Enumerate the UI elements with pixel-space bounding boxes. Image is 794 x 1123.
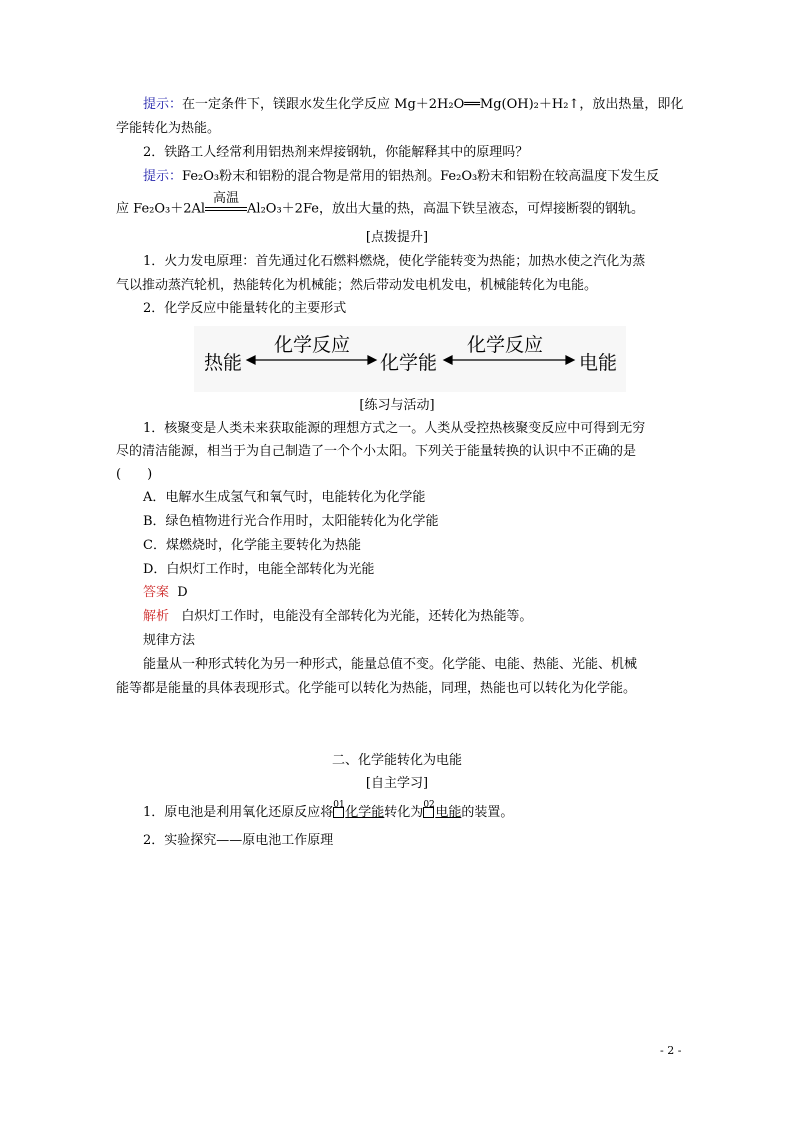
diagram-label-right: 化学反应 <box>467 334 544 356</box>
exercise-1-bracket: ( ) <box>116 467 153 482</box>
page-number: - 2 - <box>660 1044 682 1057</box>
option-a: A．电解水生成氢气和氧气时，电能转化为化学能 <box>143 490 426 505</box>
option-d: D．白炽灯工作时，电能全部转化为光能 <box>143 562 375 577</box>
study-1 <box>143 800 514 822</box>
diagram-arrows <box>194 326 626 392</box>
hint-label: 提示： <box>143 97 183 112</box>
exercise-1-cont: 尽的清洁能源，相当于为自己制造了一个个小太阳。下列关于能量转换的认识中不正确的是 <box>116 444 637 459</box>
reaction-condition <box>205 191 247 218</box>
study-1-text-c: 的装置。 <box>461 805 514 820</box>
section-2-title: 二、化学能转化为电能 <box>331 753 462 768</box>
option-c: C．煤燃烧时，化学能主要转化为热能 <box>143 538 361 553</box>
hint-2 <box>143 168 659 186</box>
blank-1-number: 01 <box>333 800 345 810</box>
diagram-node-chemical: 化学能 <box>380 352 438 374</box>
study-1-text-a: 1．原电池是利用氧化还原反应将 <box>143 805 334 820</box>
hint-1 <box>143 96 683 114</box>
hint-text: 在一定条件下，镁跟水发生化学反应 Mg＋2H₂O══Mg(OH)₂＋H₂↑，放出热量，即化 <box>182 97 684 112</box>
study-2: 2．实验探究——原电池工作原理 <box>143 833 334 848</box>
point-1: 1．火力发电原理：首先通过化石燃料燃烧，使化学能转变为热能；加热水使之汽化为蒸 <box>143 254 646 269</box>
option-b: B．绿色植物进行光合作用时，太阳能转化为化学能 <box>143 514 439 529</box>
method-title: 规律方法 <box>143 633 196 648</box>
method-text-2: 能等都是能量的具体表现形式。化学能可以转化为热能，同理，热能也可以转化为化学能。 <box>116 681 637 696</box>
blank-1 <box>333 800 385 820</box>
diagram-label-left: 化学反应 <box>274 334 351 356</box>
analysis-label: 解析 <box>143 609 170 624</box>
equation-left: 应 Fe₂O₃＋2Al <box>116 201 206 217</box>
diagram-node-electric: 电能 <box>579 352 618 374</box>
equation-right: Al₂O₃＋2Fe，放出大量的热，高温下铁呈液态，可焊接断裂的钢轨。 <box>247 201 644 217</box>
question-2: 2．铁路工人经常利用铝热剂来焊接钢轨，你能解释其中的原理吗？ <box>143 145 529 160</box>
hint-2-equation <box>116 191 644 219</box>
section-zizhu: [自主学习] <box>365 776 429 791</box>
section-lianxi: [练习与活动] <box>359 398 435 413</box>
answer <box>143 584 188 602</box>
exercise-1: 1．核聚变是人类未来获取能源的理想方式之一。人类从受控热核聚变反应中可得到无穷 <box>143 421 646 436</box>
blank-2 <box>423 800 462 820</box>
blank-1-answer: 化学能 <box>345 805 385 820</box>
energy-conversion-diagram <box>194 326 626 392</box>
analysis-text: 白炽灯工作时，电能没有全部转化为光能，还转化为热能等。 <box>181 609 533 624</box>
hint-label: 提示： <box>143 169 183 184</box>
blank-2-answer: 电能 <box>435 805 462 820</box>
answer-value: D <box>177 585 188 600</box>
study-1-text-b: 转化为 <box>384 805 424 820</box>
hint-text: Fe₂O₃粉末和铝粉的混合物是常用的铝热剂。Fe₂O₃粉末和铝粉在较高温度下发生反 <box>182 169 660 184</box>
analysis <box>143 608 532 626</box>
diagram-node-heat: 热能 <box>204 352 243 374</box>
answer-label: 答案 <box>143 585 170 600</box>
hint-1-cont: 学能转化为热能。 <box>116 121 221 136</box>
point-1-cont: 气以推动蒸汽轮机，热能转化为机械能；然后带动发电机发电，机械能转化为电能。 <box>116 278 598 293</box>
point-2: 2．化学反应中能量转化的主要形式 <box>143 301 347 316</box>
method-text-1: 能量从一种形式转化为另一种形式，能量总值不变。化学能、电能、热能、光能、机械 <box>143 657 638 672</box>
condition-text: 高温 <box>213 191 240 206</box>
blank-2-number: 02 <box>423 800 435 810</box>
section-dianbo: [点拨提升] <box>365 230 429 245</box>
